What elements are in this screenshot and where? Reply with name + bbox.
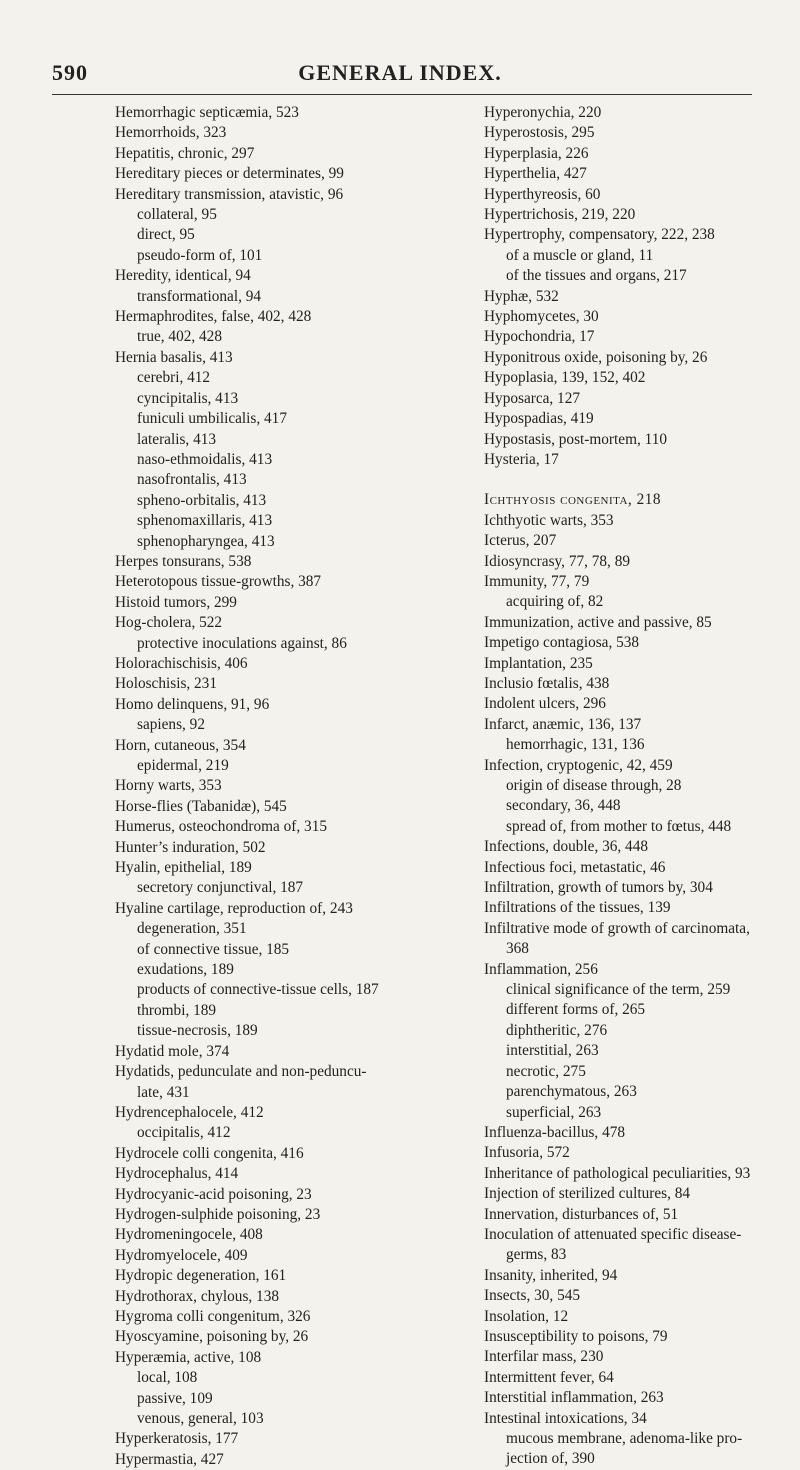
index-entry: Horn, cutaneous, 354 — [115, 736, 246, 754]
index-entry: necrotic, 275 — [506, 1062, 586, 1080]
index-entry: passive, 109 — [137, 1389, 213, 1407]
index-entry: Humerus, osteochondroma of, 315 — [115, 818, 327, 836]
index-entry: Hyperthyreosis, 60 — [484, 185, 601, 203]
index-entry: Hereditary pieces or determinates, 99 — [115, 165, 344, 183]
index-entry: Hyperthelia, 427 — [484, 165, 587, 183]
index-entry: Infiltrative mode of growth of carcinomata, — [484, 919, 750, 937]
index-entry: Impetigo contagiosa, 538 — [484, 634, 640, 652]
index-entry: Homo delinquens, 91, 96 — [115, 695, 270, 713]
index-entry: Hypoplasia, 139, 152, 402 — [484, 369, 646, 387]
index-entry: Infiltration, growth of tumors by, 304 — [484, 879, 713, 897]
index-entry: parenchymatous, 263 — [506, 1083, 637, 1101]
index-entry: Hereditary transmission, atavistic, 96 — [115, 185, 344, 203]
index-entry: Hypostasis, post-mortem, 110 — [484, 430, 667, 448]
index-entry: Hunter’s induration, 502 — [115, 838, 266, 856]
index-entry: Horny warts, 353 — [115, 777, 222, 795]
index-entry: of connective tissue, 185 — [137, 940, 290, 958]
index-entry: Holoschisis, 231 — [115, 675, 217, 693]
index-entry: Hypospadias, 419 — [484, 410, 594, 428]
index-entry: protective inoculations against, 86 — [137, 634, 347, 652]
index-entry: Hydatids, pedunculate and non-peduncu- — [115, 1063, 367, 1081]
index-entry: direct, 95 — [137, 226, 195, 244]
index-entry: Holorachischisis, 406 — [115, 654, 248, 672]
index-entry: Hypertrichosis, 219, 220 — [484, 206, 636, 224]
index-entry: Hyperplasia, 226 — [484, 144, 589, 162]
index-entry: interstitial, 263 — [506, 1042, 599, 1060]
index-entry: Immunity, 77, 79 — [484, 572, 590, 590]
index-entry: Hydrocephalus, 414 — [115, 1165, 239, 1183]
index-entry: cerebri, 412 — [137, 369, 211, 387]
index-entry: sphenomaxillaris, 413 — [137, 512, 273, 530]
running-head: GENERAL INDEX. — [298, 60, 502, 85]
index-entry: Immunization, active and passive, 85 — [484, 613, 712, 631]
index-entry: Inclusio fœtalis, 438 — [484, 674, 610, 692]
index-entry: Injection of sterilized cultures, 84 — [484, 1185, 691, 1203]
index-entry: transformational, 94 — [137, 287, 262, 305]
index-entry: of the tissues and organs, 217 — [506, 267, 687, 285]
index-entry: Hyphomycetes, 30 — [484, 308, 599, 326]
index-entry: Inheritance of pathological peculiarities, 93 — [484, 1164, 751, 1182]
header-rule — [52, 94, 752, 95]
index-entry: sphenopharyngea, 413 — [137, 532, 275, 550]
index-entry: Hydropic degeneration, 161 — [115, 1267, 287, 1285]
index-column-right — [484, 103, 780, 1470]
index-entry: Hypochondria, 17 — [484, 328, 595, 346]
index-entry: Hypertrophy, compensatory, 222, 238 — [484, 226, 715, 244]
index-entry: sapiens, 92 — [137, 716, 205, 734]
index-entry: Hyperæmia, active, 108 — [115, 1348, 262, 1366]
index-entry: spheno-orbitalis, 413 — [137, 491, 267, 509]
index-entry: Infectious foci, metastatic, 46 — [484, 858, 666, 876]
index-entry: Idiosyncrasy, 77, 78, 89 — [484, 552, 631, 570]
index-entry: epidermal, 219 — [137, 757, 229, 774]
index-entry: Hermaphrodites, false, 402, 428 — [115, 308, 312, 326]
index-entry: exudations, 189 — [137, 961, 234, 979]
index-entry: Hyalin, epithelial, 189 — [115, 859, 252, 877]
index-entry: Hyposarca, 127 — [484, 389, 581, 407]
index-entry: Ichthyosis congenita, 218 — [484, 491, 662, 509]
index-entry: true, 402, 428 — [137, 328, 222, 346]
index-entry: Hydrogen-sulphide poisoning, 23 — [115, 1205, 321, 1223]
index-entry: origin of disease through, 28 — [506, 777, 682, 794]
index-entry: superficial, 263 — [506, 1103, 602, 1121]
index-entry: naso-ethmoidalis, 413 — [137, 450, 273, 468]
index-entry: Hypermastia, 427 — [115, 1450, 224, 1468]
index-entry: Hyperonychia, 220 — [484, 104, 602, 121]
index-entry: collateral, 95 — [137, 206, 217, 224]
index-entry: Inflammation, 256 — [484, 960, 598, 978]
index-entry: Hepatitis, chronic, 297 — [115, 144, 255, 162]
index-entry: Intestinal intoxications, 34 — [484, 1409, 647, 1427]
index-entry: germs, 83 — [506, 1246, 567, 1264]
index-entry: 368 — [506, 940, 529, 958]
index-entry: Icterus, 207 — [484, 532, 557, 550]
index-entry: hemorrhagic, 131, 136 — [506, 736, 645, 754]
index-entry: Hyaline cartilage, reproduction of, 243 — [115, 899, 353, 917]
index-entry: Ichthyotic warts, 353 — [484, 511, 614, 529]
index-entry: local, 108 — [137, 1369, 198, 1387]
index-entry: different forms of, 265 — [506, 1001, 646, 1019]
index-entry: Hyoscyamine, poisoning by, 26 — [115, 1328, 309, 1346]
index-entry: Insusceptibility to poisons, 79 — [484, 1327, 668, 1345]
index-entry: secretory conjunctival, 187 — [137, 879, 304, 897]
index-entry: Hyphæ, 532 — [484, 287, 559, 305]
index-entry: Hydromeningocele, 408 — [115, 1226, 263, 1244]
index-entry: Hyperostosis, 295 — [484, 124, 595, 142]
index-entry: Herpes tonsurans, 538 — [115, 552, 252, 570]
index-entry: degeneration, 351 — [137, 920, 247, 938]
index-entry: Hemorrhagic septicæmia, 523 — [115, 104, 299, 121]
index-entry: Hygroma colli congenitum, 326 — [115, 1307, 311, 1325]
index-entry: Hemorrhoids, 323 — [115, 124, 227, 142]
index-entry: Infections, double, 36, 448 — [484, 838, 648, 856]
index-entry: secondary, 36, 448 — [506, 797, 621, 815]
index-entry: Infusoria, 572 — [484, 1144, 570, 1162]
index-entry: Innervation, disturbances of, 51 — [484, 1205, 679, 1223]
index-entry: Implantation, 235 — [484, 654, 593, 672]
index-entry: Heredity, identical, 94 — [115, 267, 251, 285]
index-entry: Hog-cholera, 522 — [115, 614, 223, 632]
index-entry: Hydrothorax, chylous, 138 — [115, 1287, 279, 1305]
index-entry: Hysteria, 17 — [484, 450, 559, 468]
index-entry: mucous membrane, adenoma-like pro- — [506, 1430, 743, 1447]
index-entry: Infection, cryptogenic, 42, 459 — [484, 756, 673, 774]
index-entry: products of connective-tissue cells, 187 — [137, 981, 379, 999]
index-entry: lateralis, 413 — [137, 430, 217, 448]
index-entry: Inoculation of attenuated specific disease- — [484, 1225, 742, 1243]
index-entry: clinical significance of the term, 259 — [506, 981, 731, 999]
index-column-left — [115, 103, 455, 1470]
index-entry: spread of, from mother to fœtus, 448 — [506, 817, 732, 835]
index-entry: Insolation, 12 — [484, 1307, 569, 1325]
index-entry: thrombi, 189 — [137, 1001, 217, 1019]
index-entry: of a muscle or gland, 11 — [506, 246, 654, 264]
index-entry: Interfilar mass, 230 — [484, 1348, 604, 1366]
index-entry: Hernia basalis, 413 — [115, 348, 233, 366]
index-entry: nasofrontalis, 413 — [137, 471, 247, 489]
index-entry: Histoid tumors, 299 — [115, 593, 237, 611]
index-entry: Hydatid mole, 374 — [115, 1042, 230, 1060]
index-entry: late, 431 — [137, 1083, 190, 1101]
index-entry: Insects, 30, 545 — [484, 1287, 581, 1305]
index-entry: Hyperkeratosis, 177 — [115, 1430, 239, 1448]
index-entry: Hydrencephalocele, 412 — [115, 1103, 264, 1121]
index-entry: Intermittent fever, 64 — [484, 1368, 614, 1386]
index-entry: Hyponitrous oxide, poisoning by, 26 — [484, 348, 708, 366]
index-entry: Indolent ulcers, 296 — [484, 695, 606, 713]
index-entry: Interstitial inflammation, 263 — [484, 1389, 664, 1407]
index-entry: occipitalis, 412 — [137, 1124, 231, 1142]
index-entry: Influenza-bacillus, 478 — [484, 1123, 626, 1141]
index-entry: Hydrocyanic-acid poisoning, 23 — [115, 1185, 312, 1203]
page-number: 590 — [52, 60, 88, 85]
index-entry: Hydromyelocele, 409 — [115, 1246, 248, 1264]
index-entry: Hydrocele colli congenita, 416 — [115, 1144, 304, 1162]
index-entry: jection of, 390 — [506, 1450, 595, 1468]
index-entry: funiculi umbilicalis, 417 — [137, 410, 287, 428]
index-entry: acquiring of, 82 — [506, 593, 604, 611]
index-entry: Insanity, inherited, 94 — [484, 1266, 618, 1284]
index-entry: Infarct, anæmic, 136, 137 — [484, 715, 642, 733]
index-entry: pseudo-form of, 101 — [137, 246, 263, 264]
index-entry: venous, general, 103 — [137, 1410, 264, 1427]
index-entry: Horse-flies (Tabanidæ), 545 — [115, 797, 287, 815]
index-entry: diphtheritic, 276 — [506, 1021, 608, 1039]
index-entry: tissue-necrosis, 189 — [137, 1022, 258, 1040]
index-entry: cyncipitalis, 413 — [137, 389, 239, 407]
page-header — [0, 60, 800, 90]
index-entry: Infiltrations of the tissues, 139 — [484, 899, 671, 917]
index-entry: Heterotopous tissue-growths, 387 — [115, 573, 322, 591]
